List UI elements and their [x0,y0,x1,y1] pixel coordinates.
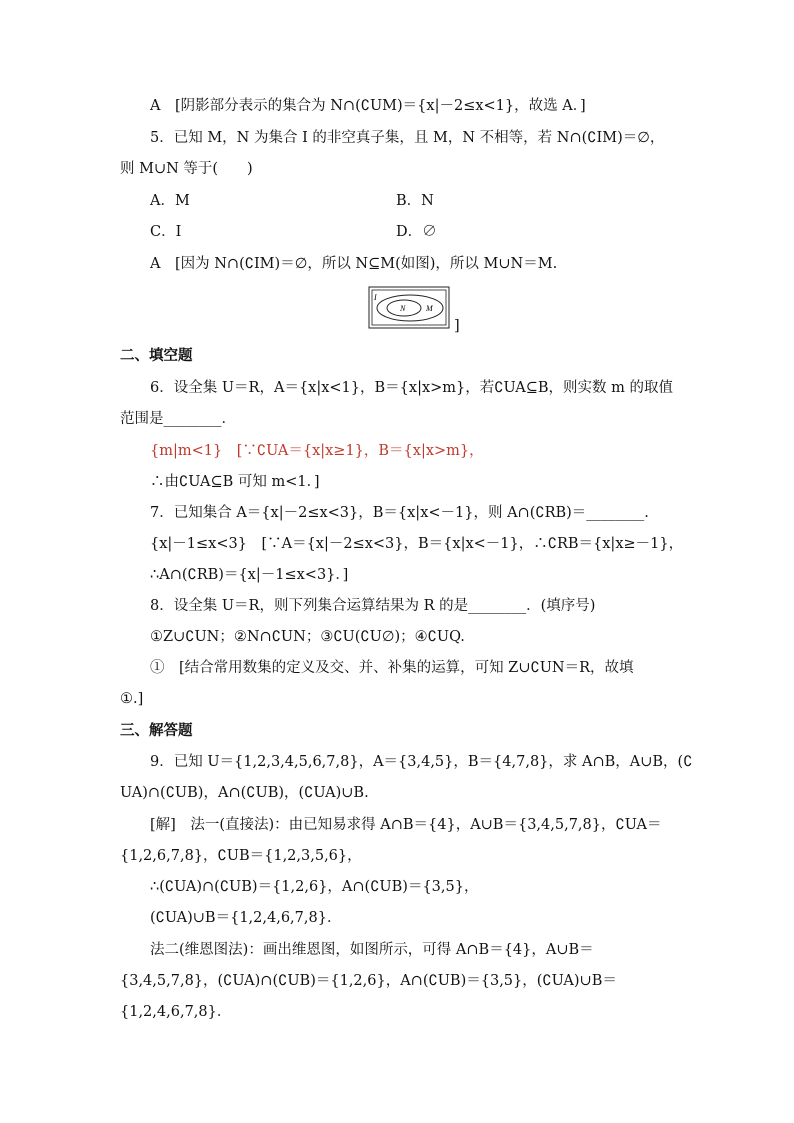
q8-stem: 8．设全集 U＝R，则下列集合运算结果为 R 的是________．(填序号) [150,598,596,614]
q9-method2: 法二(维恩图法)：画出维恩图，如图所示，可得 A∩B＝{4}，A∪B＝ [150,942,594,958]
venn-label-i: I [374,293,377,302]
q8-answer-text: ① [结合常用数集的定义及交、并、补集的运算，可知 Z∪∁UN＝R，故填 [150,660,634,676]
q5-answer-text: A [因为 N∩(∁IM)＝∅，所以 N⊆M(如图)，所以 M∪N＝M. [150,256,558,272]
q5-stem-cont: 则 M∪N 等于( ) [120,161,253,177]
venn-diagram [368,286,450,329]
q9-method2-end: {1,2,4,6,7,8}． [120,1004,232,1020]
q6-stem: 6．设全集 U＝R，A＝{x|x<1}，B＝{x|x>m}，若∁UA⊆B，则实数 m 的取值 [150,380,673,396]
q5-option-b: B．N [396,193,434,209]
q5-option-a: A．M [150,193,190,209]
section-fill-blank-heading: 二、填空题 [120,347,193,364]
q9-method2-cont: {3,4,5,7,8}，(∁UA)∩(∁UB)＝{1,2,6}，A∩(∁UB)＝{3,5}，(∁UA)∪B＝ [120,973,617,989]
q4-answer: A [阴影部分表示的集合为 N∩(∁UM)＝{x|－2≤x<1}，故选 A．] [150,98,586,114]
q5-stem: 5．已知 M，N 为集合 I 的非空真子集，且 M，N 不相等，若 N∩(∁IM)＝∅， [150,130,665,146]
q9-method1-result1: ∴(∁UA)∩(∁UB)＝{1,2,6}，A∩(∁UB)＝{3,5}， [150,879,479,895]
q7-answer-text: {x|－1≤x<3} [∵A＝{x|－2≤x<3}，B＝{x|x<－1}，∴∁RB＝{x|x≥－1}， [150,536,684,552]
q9-stem: 9．已知 U＝{1,2,3,4,5,6,7,8}，A＝{3,4,5}，B＝{4,7,8}，求 A∩B，A∪B，(∁ [150,754,693,770]
q9-stem-cont: UA)∩(∁UB)，A∩(∁UB)，(∁UA)∪B. [120,785,369,801]
q6-answer-text: {m|m<1} [∵∁UA＝{x|x≥1}，B＝{x|x>m}， [150,443,484,459]
q6-explanation: ∴由∁UA⊆B 可知 m<1．] [150,474,320,490]
venn-label-m: M [426,304,433,313]
q6-answer [150,441,484,461]
q8-answer-cont: ①.] [120,691,144,707]
q5-answer [150,254,557,274]
section-solve-heading: 三、解答题 [120,722,193,739]
q9-solution-method1 [150,815,661,835]
q8-options: ①Z∪∁UN；②N∩∁UN；③∁U(∁U∅)；④∁UQ. [150,629,465,645]
q5-option-c: C．I [150,224,182,240]
q8-answer [150,658,634,678]
q5-option-d: D．∅ [396,224,437,240]
q6-stem-cont: 范围是________． [120,411,236,427]
q9-method1-result2: (∁UA)∪B＝{1,2,4,6,7,8}． [150,910,342,926]
q7-answer [150,534,683,554]
venn-outer-frame [369,287,449,328]
q9-method1-text: [解] 法一(直接法)：由已知易求得 A∩B＝{4}，A∪B＝{3,4,5,7,8}，∁UA＝ [150,817,662,833]
q9-method1-cont: {1,2,6,7,8}，∁UB＝{1,2,3,5,6}， [120,848,362,864]
q4-answer-line [150,96,586,116]
q7-explanation: ∴A∩(∁RB)＝{x|－1≤x<3}．] [150,567,349,583]
venn-label-n: N [400,304,406,313]
closing-bracket: ] [454,318,460,334]
q7-stem: 7．已知集合 A＝{x|－2≤x<3}，B＝{x|x<－1}，则 A∩(∁RB)＝________. [150,505,649,521]
